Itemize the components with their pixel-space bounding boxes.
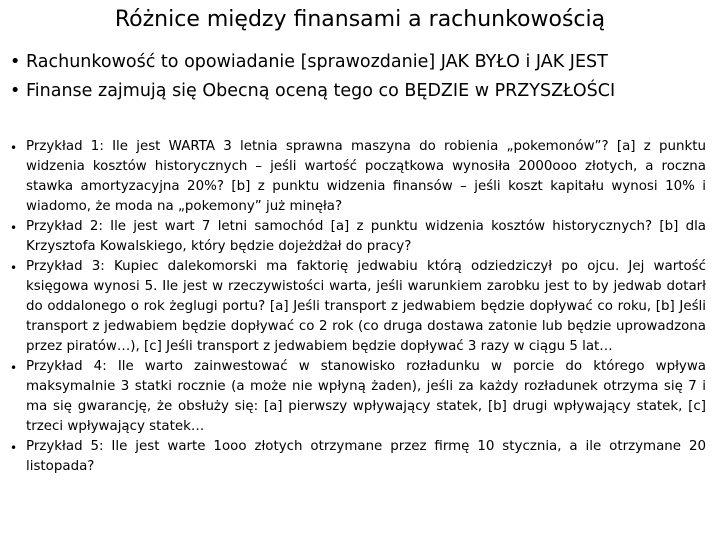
example-text: Przykład 5: Ile jest warte 1ooo złotych otrzymane przez firmę 10 stycznia, a ile otrzymane 20 listopada?: [26, 439, 706, 474]
bullet-icon: •: [10, 141, 18, 155]
bullet-icon: •: [10, 441, 18, 455]
bullet-icon: •: [10, 361, 18, 375]
bullet-icon: •: [10, 52, 21, 72]
main-bullet-item: [10, 48, 710, 77]
example-text: Przykład 3: Kupiec dalekomorski ma faktorię jedwabiu którą odziedziczył po ojcu. Jej wartość księgowa wynosi 5. Ile jest w rzeczywistości warta, jeśli warunkiem zarobku jest to by jedwab dotarł do oddalonego o rok żeglugi portu? [a] Jeśli transport z jedwabiem będzie dopływać co roku, [b] Jeśli transport z jedwabiem będzie dopływać co 2 rok (co druga dostawa zatonie lub będzie uprowadzona przez piratów…), [c] Jeśli transport z jedwabiem będzie dopływać 3 razy w ciągu 5 lat…: [26, 259, 706, 354]
example-text: Przykład 4: Ile warto zainwestować w stanowisko rozładunku w porcie do którego wpływa maksymalnie 3 statki rocznie (a może nie wpłyną żaden), jeśli za każdy rozładunek otrzyma się 7 i ma się gwarancję, że obsłuży się: [a] pierwszy wpływający statek, [b] drugi wpływający statek, [c] trzeci wpływający statek…: [26, 359, 706, 434]
main-bullet-text: Finanse zajmują się Obecną oceną tego co BĘDZIE w PRZYSZŁOŚCI: [26, 81, 616, 101]
example-item: [10, 217, 706, 257]
bullet-icon: •: [10, 261, 18, 275]
example-item: [10, 357, 706, 437]
main-bullet-item: [10, 77, 710, 106]
main-bullet-list: [10, 48, 710, 106]
example-text: Przykład 2: Ile jest wart 7 letni samochód [a] z punktu widzenia kosztów historycznych? [b] dla Krzysztofa Kowalskiego, który będzie dojeżdżał do pracy?: [26, 219, 706, 254]
example-list: [10, 137, 706, 477]
example-item: [10, 437, 706, 477]
slide-title: Różnice między finansami a rachunkowością: [114, 7, 606, 32]
example-text: Przykład 1: Ile jest WARTA 3 letnia sprawna maszyna do robienia „pokemonów”? [a] z punktu widzenia kosztów historycznych – jeśli wartość początkowa wynosiła 2000ooo złotych, a roczna stawka amortyzacyjna 20%? [b] z punktu widzenia finansów – jeśli koszt kapitału wynosi 10% i wiadomo, że moda na „pokemony” już minęła?: [26, 139, 706, 214]
main-bullet-text: Rachunkowość to opowiadanie [sprawozdanie] JAK BYŁO i JAK JEST: [26, 52, 608, 72]
example-item: [10, 257, 706, 357]
bullet-icon: •: [10, 81, 21, 101]
example-item: [10, 137, 706, 217]
bullet-icon: •: [10, 221, 18, 235]
